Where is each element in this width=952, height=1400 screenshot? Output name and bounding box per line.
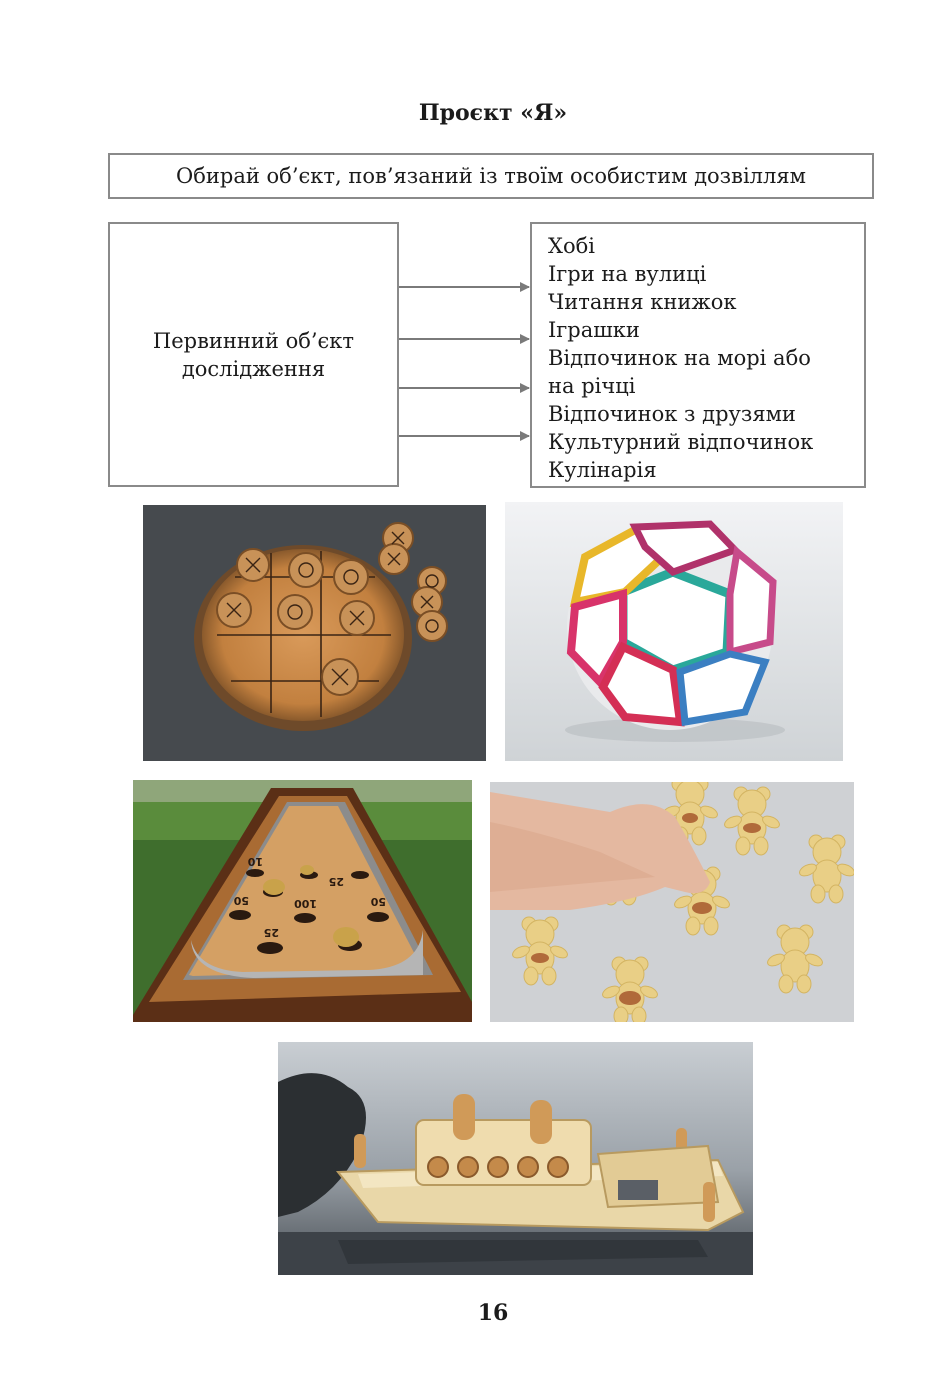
- primary-object-line-1: Первинний об’єкт: [152, 328, 355, 353]
- skeeball-score-25a: 25: [328, 875, 344, 888]
- page-title: Проєкт «Я»: [418, 100, 568, 126]
- skeeball-score-25b: 25: [263, 926, 279, 939]
- skeeball-score-100: 100: [294, 897, 317, 910]
- photo-fabric-ball: [505, 502, 843, 761]
- option-cultural-rest: Культурний відпочинок: [548, 430, 814, 454]
- page-number: 16: [477, 1300, 509, 1326]
- option-toys: Іграшки: [548, 318, 640, 342]
- instruction-box: Обирай об’єкт, пов’язаний із твоїм особистим дозвіллям: [108, 153, 874, 199]
- option-reading-books: Читання книжок: [548, 290, 737, 314]
- photo-skeeball-board: [133, 780, 472, 1022]
- connector-arrows: [399, 270, 533, 450]
- photo-wooden-boat: [278, 1042, 753, 1275]
- skeeball-score-50b: 50: [370, 895, 386, 908]
- option-hobby: Хобі: [548, 234, 595, 258]
- photo-tic-tac-toe: [143, 505, 486, 761]
- leisure-options-list: [530, 222, 866, 488]
- option-cooking: Кулінарія: [548, 458, 657, 482]
- option-sea-or-river-rest-cont: на річці: [548, 374, 636, 398]
- photo-bear-cookies: [490, 782, 854, 1022]
- skeeball-score-10: 10: [247, 855, 263, 868]
- option-outdoor-games: Ігри на вулиці: [548, 262, 707, 286]
- primary-object-line-2: дослідження: [181, 356, 326, 381]
- skeeball-score-50a: 50: [233, 894, 249, 907]
- option-sea-or-river-rest: Відпочинок на морі або: [548, 346, 811, 370]
- option-rest-with-friends: Відпочинок з друзями: [548, 402, 796, 426]
- primary-object-box: [108, 222, 399, 487]
